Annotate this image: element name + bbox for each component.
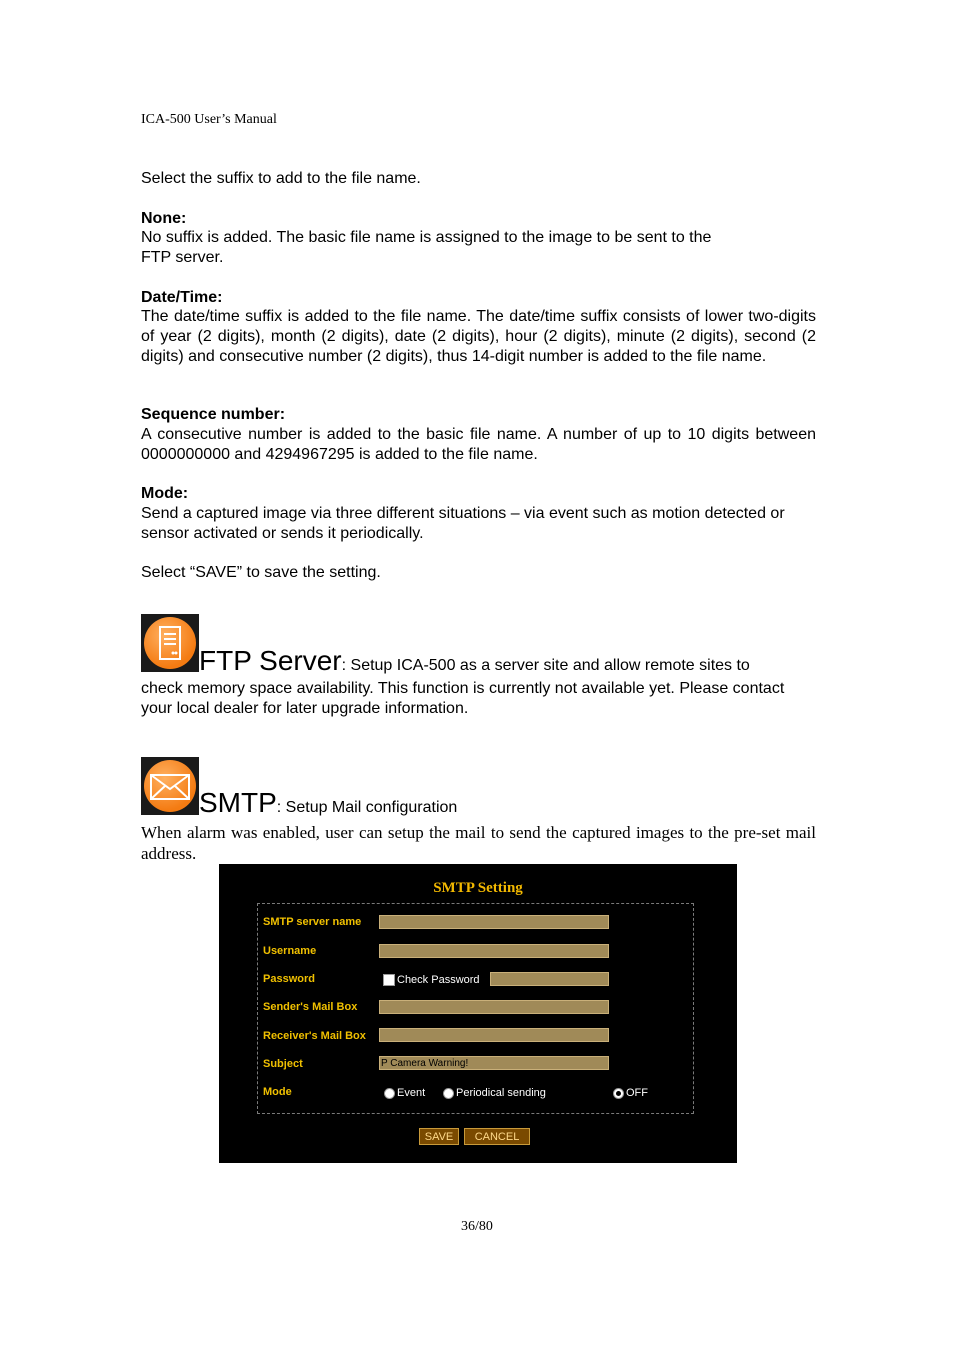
intro-text: Select the suffix to add to the file name. xyxy=(141,170,421,187)
ftp-heading-line xyxy=(199,645,750,677)
sequence-heading: Sequence number: xyxy=(141,406,286,423)
mode-off-label: OFF xyxy=(626,1087,648,1099)
check-password-checkbox[interactable] xyxy=(383,974,395,986)
username-input[interactable] xyxy=(379,944,609,958)
none-line1: No suffix is added. The basic file name is assigned to the image to be sent to the xyxy=(141,229,712,246)
label-mode: Mode xyxy=(263,1086,292,1098)
receiver-mailbox-input[interactable] xyxy=(379,1028,609,1042)
none-line2: FTP server. xyxy=(141,249,224,266)
smtp-mail-icon xyxy=(141,757,199,815)
datetime-body: The date/time suffix is added to the file name. The date/time suffix consists of lower two-digits of year (2 digits), month (2 digits), date (2 digits), hour (2 digits), minute (2 digits), second (2 digits) and consecutive number (2 digits), thus 14-digit number is added to the file name. xyxy=(141,308,816,365)
smtp-heading-line xyxy=(199,787,457,819)
label-subject: Subject xyxy=(263,1058,303,1070)
page-number: 36/80 xyxy=(461,1219,493,1234)
check-password-label: Check Password xyxy=(397,974,480,986)
ftp-title: FTP Server xyxy=(199,645,342,676)
smtp-server-input[interactable] xyxy=(379,915,609,929)
smtp-body: When alarm was enabled, user can setup the mail to send the captured images to the pre-set mail address. xyxy=(141,823,816,863)
datetime-heading: Date/Time: xyxy=(141,289,223,306)
mode-periodical-label: Periodical sending xyxy=(456,1087,546,1099)
subject-input[interactable]: P Camera Warning! xyxy=(379,1056,609,1070)
none-heading: None: xyxy=(141,210,187,227)
label-smtp-server: SMTP server name xyxy=(263,916,362,928)
panel-title: SMTP Setting xyxy=(433,880,523,896)
smtp-title: SMTP xyxy=(199,787,277,818)
mode-heading: Mode: xyxy=(141,485,189,502)
password-input[interactable] xyxy=(490,972,609,986)
save-note: Select “SAVE” to save the setting. xyxy=(141,564,381,581)
ftp-desc-line1: : Setup ICA-500 as a server site and allow remote sites to xyxy=(341,657,750,674)
save-button[interactable]: SAVE xyxy=(419,1128,459,1145)
sequence-body: A consecutive number is added to the basic file name. A number of up to 10 digits between 0000000000 and 4294967295 is added to the file name. xyxy=(141,426,816,463)
smtp-setting-panel xyxy=(219,864,737,1163)
running-header: ICA-500 User’s Manual xyxy=(141,112,277,127)
label-password: Password xyxy=(263,973,315,985)
mode-off-radio[interactable] xyxy=(613,1088,624,1099)
mode-periodical-radio[interactable] xyxy=(443,1088,454,1099)
sender-mailbox-input[interactable] xyxy=(379,1000,609,1014)
label-username: Username xyxy=(263,945,317,957)
mode-event-label: Event xyxy=(397,1087,426,1099)
mode-body: Send a captured image via three different situations – via event such as motion detected or sensor activated or sends it periodically. xyxy=(141,505,785,542)
smtp-desc: : Setup Mail configuration xyxy=(276,799,458,816)
cancel-button[interactable]: CANCEL xyxy=(464,1128,530,1145)
ftp-server-icon xyxy=(141,614,199,672)
mode-event-radio[interactable] xyxy=(384,1088,395,1099)
ftp-desc: check memory space availability. This function is currently not available yet. Please contact your local dealer for later upgrade information. xyxy=(141,680,785,717)
label-sender-mailbox: Sender's Mail Box xyxy=(263,1001,358,1013)
label-receiver-mailbox: Receiver's Mail Box xyxy=(263,1030,366,1042)
